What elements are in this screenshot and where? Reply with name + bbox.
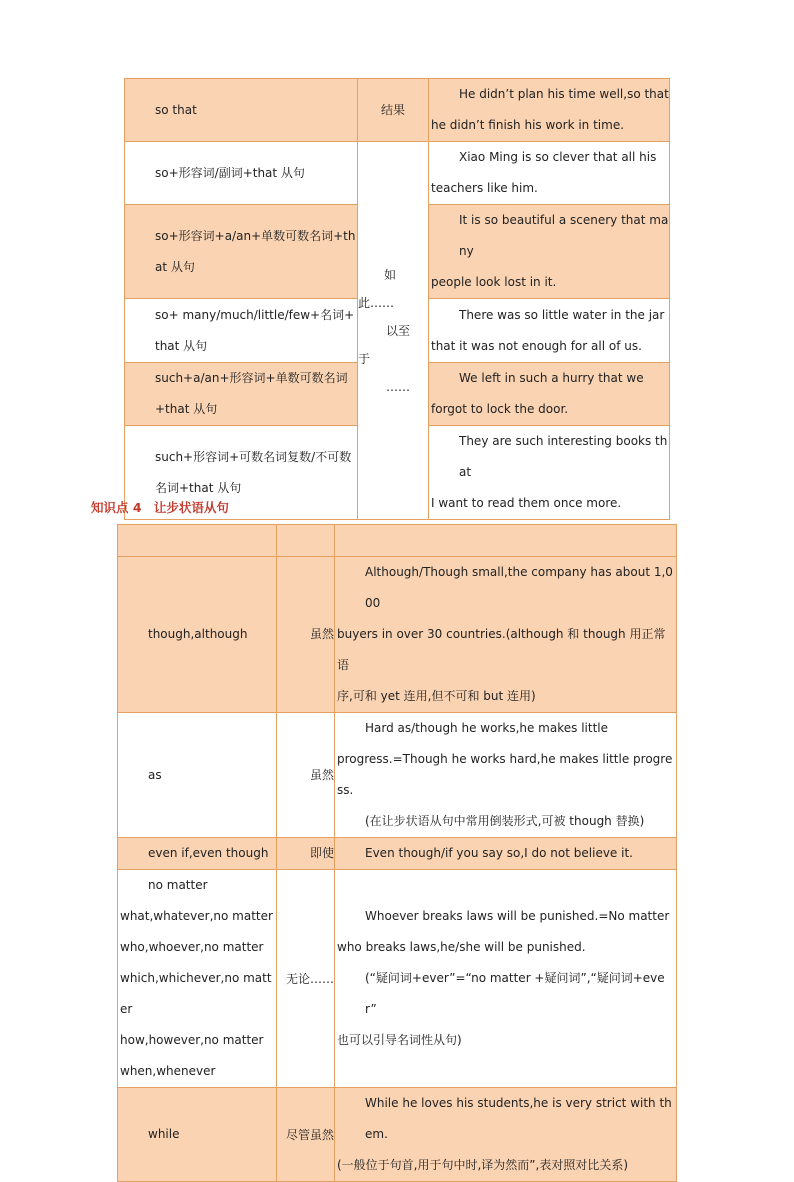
pattern-cell: such+a/an+形容词+单数可数名词+that 从句 xyxy=(125,363,358,426)
header-cell xyxy=(335,525,677,557)
example-cell: We left in such a hurry that we forgot to lock the door. xyxy=(429,363,670,426)
pattern-cell: though,although xyxy=(118,557,277,713)
example-cell: While he loves his students,he is very strict with them. (一般位于句首,用于句中时,译为然而”,表对照对比关系) xyxy=(335,1088,677,1182)
pattern-cell: as xyxy=(118,713,277,838)
meaning-cell: 无论…… xyxy=(277,870,335,1088)
example-cell: Even though/if you say so,I do not believe it. xyxy=(335,838,677,870)
pattern-cell: while xyxy=(118,1088,277,1182)
meaning-cell: 虽然 xyxy=(277,557,335,713)
meaning-cell: 虽然 xyxy=(277,713,335,838)
example-cell: Hard as/though he works,he makes little progress.=Though he works hard,he makes little progress. (在让步状语从句中常用倒装形式,可被 though 替换) xyxy=(335,713,677,838)
example-cell: They are such interesting books that I want to read them once more. xyxy=(429,426,670,520)
example-cell: He didn’t plan his time well,so that he didn’t finish his work in time. xyxy=(429,79,670,142)
pattern-cell: so+ many/much/little/few+名词+that 从句 xyxy=(125,299,358,363)
section-heading xyxy=(91,498,237,518)
pattern-cell: such+形容词+可数名词复数/不可数名词+that 从句 xyxy=(125,426,358,520)
meaning-cell: 尽管虽然 xyxy=(277,1088,335,1182)
pattern-cell: even if,even though xyxy=(118,838,277,870)
result-clause-table xyxy=(124,78,670,520)
header-cell xyxy=(277,525,335,557)
pattern-cell: so+形容词/副词+that 从句 xyxy=(125,142,358,205)
example-cell: Although/Though small,the company has about 1,000 buyers in over 30 countries.(although 和 though 用正常语 序,可和 yet 连用,但不可和 but 连用) xyxy=(335,557,677,713)
meaning-cell: 即使 xyxy=(277,838,335,870)
section-label: 知识点 4 xyxy=(91,500,142,515)
pattern-cell: no matter what,whatever,no matter who,whoever,no matter which,whichever,no matter how,however,no matter when,whenever xyxy=(118,870,277,1088)
meaning-cell: 结果 xyxy=(358,79,429,142)
merged-meaning-cell: 如 此…… 以至 于 …… xyxy=(358,142,429,520)
pattern-cell: so+形容词+a/an+单数可数名词+that 从句 xyxy=(125,205,358,299)
example-cell: Xiao Ming is so clever that all his teachers like him. xyxy=(429,142,670,205)
pattern-cell: so that xyxy=(125,79,358,142)
section-title: 让步状语从句 xyxy=(153,500,229,515)
example-cell: Whoever breaks laws will be punished.=No matter who breaks laws,he/she will be punished. (“疑问词+ever”=“no matter +疑问词”,“疑问词+ever” 也可以引导名词性从句) xyxy=(335,870,677,1088)
example-cell: There was so little water in the jar that it was not enough for all of us. xyxy=(429,299,670,363)
header-cell xyxy=(118,525,277,557)
example-cell: It is so beautiful a scenery that many people look lost in it. xyxy=(429,205,670,299)
concession-clause-table xyxy=(117,524,677,1182)
